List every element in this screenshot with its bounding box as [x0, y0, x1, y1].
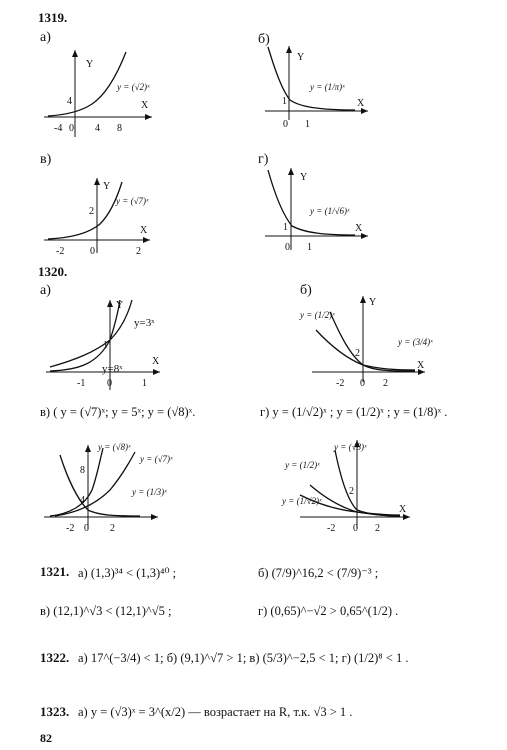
y-axis-label: Y — [103, 181, 111, 192]
x-tick: 0 — [107, 378, 112, 389]
function-label: y = (√7)ˣ — [116, 196, 149, 206]
y-tick: 8 — [80, 465, 85, 476]
function-label-third: y = (1/3)ˣ — [132, 487, 167, 497]
x-tick: -2 — [336, 378, 345, 389]
x-tick: 0 — [360, 378, 365, 389]
function-label-sqrt8: y = (√8)ˣ — [334, 442, 367, 452]
x-axis-label: X — [399, 504, 407, 515]
y-tick: 1 — [282, 96, 287, 107]
function-label-inv-sqrt2: y = (1/√2)ˣ — [282, 496, 322, 506]
function-label-8x: y=8ˣ — [102, 363, 123, 375]
x-axis-label: X — [355, 223, 363, 234]
problem-1319-number: 1319. — [38, 10, 68, 25]
text-1320v: в) ( y = (√7)ˣ; y = 5ˣ; y = (√8)ˣ. — [40, 405, 196, 419]
function-label-3x: y=3ˣ — [134, 317, 155, 329]
x-tick: 1 — [142, 378, 147, 389]
y-axis-label: Y — [86, 59, 94, 70]
x-axis-label: X — [417, 360, 425, 371]
x-tick: 1 — [305, 119, 310, 130]
text-1320g: г) y = (1/√2)ˣ ; y = (1/2)ˣ ; y = (1/8)ˣ . — [260, 405, 448, 419]
part-g-label: г) — [258, 152, 269, 167]
part-v-label: в) — [40, 152, 52, 167]
y-tick: 1 — [103, 340, 108, 351]
x-axis-label: X — [140, 225, 148, 236]
text-1321a: а) (1,3)³⁴ < (1,3)⁴⁰ ; — [78, 566, 177, 580]
x-tick: 2 — [136, 246, 141, 257]
function-label-three-quarters: y = (3/4)ˣ — [398, 337, 433, 347]
x-tick: -2 — [56, 246, 65, 257]
x-tick: 2 — [383, 378, 388, 389]
part-a-label: а) — [40, 283, 51, 298]
x-tick: 0 — [84, 523, 89, 534]
x-tick: 1 — [307, 242, 312, 253]
x-axis-label: X — [152, 356, 160, 367]
y-axis-label: Y — [369, 297, 377, 308]
x-tick: -4 — [54, 123, 63, 134]
text-1323: а) y = (√3)ˣ = 3^(x/2) — возрастает на R, т.к. √3 > 1 . — [78, 705, 353, 719]
y-tick: 2 — [349, 486, 354, 497]
y-tick: 2 — [89, 206, 94, 217]
y-axis-label: Y — [300, 172, 308, 183]
function-label-sqrt8: y = (√8)ˣ — [98, 442, 131, 452]
function-label: y = (√2)ˣ — [117, 82, 150, 92]
part-a-label: а) — [40, 30, 51, 45]
function-label-half: y = (1/2)ˣ — [300, 310, 335, 320]
x-tick: -1 — [77, 378, 86, 389]
part-b-label: б) — [300, 283, 312, 298]
function-label-sqrt7: y = (√7)ˣ — [140, 454, 173, 464]
x-tick: 0 — [283, 119, 288, 130]
y-tick: 1 — [283, 222, 288, 233]
x-tick: 0 — [90, 246, 95, 257]
y-tick: 4 — [67, 96, 72, 107]
part-b-label: б) — [258, 32, 270, 47]
x-tick: 2 — [110, 523, 115, 534]
page-number: 82 — [40, 731, 52, 745]
text-1321b: б) (7/9)^16,2 < (7/9)⁻³ ; — [258, 566, 379, 580]
problem-1322-number: 1322. — [40, 650, 70, 665]
x-tick: 4 — [95, 123, 100, 134]
problem-1320-number: 1320. — [38, 264, 68, 279]
x-tick: 0 — [285, 242, 290, 253]
x-tick: 0 — [69, 123, 74, 134]
x-tick: -2 — [66, 523, 75, 534]
x-axis-label: X — [357, 98, 365, 109]
problem-1323-number: 1323. — [40, 704, 70, 719]
x-tick: -2 — [327, 523, 336, 534]
y-axis-label: Y — [116, 300, 124, 311]
function-label-half: y = (1/2)ˣ — [285, 460, 320, 470]
function-label: y = (1/π)ˣ — [310, 82, 345, 92]
function-label: y = (1/√6)ˣ — [310, 206, 350, 216]
text-1322: а) 17^(−3/4) < 1; б) (9,1)^√7 > 1; в) (5/3)^−2,5 < 1; г) (1/2)⁸ < 1 . — [78, 651, 409, 665]
y-axis-label: Y — [297, 52, 305, 63]
x-tick: 8 — [117, 123, 122, 134]
problem-1321-number: 1321. — [40, 564, 70, 579]
y-tick: 2 — [355, 348, 360, 359]
text-1321g: г) (0,65)^−√2 > 0,65^(1/2) . — [258, 604, 399, 618]
x-tick: 0 — [353, 523, 358, 534]
x-axis-label: X — [141, 100, 149, 111]
text-1321v: в) (12,1)^√3 < (12,1)^√5 ; — [40, 604, 172, 618]
x-tick: 2 — [375, 523, 380, 534]
y-tick: 4 — [80, 495, 85, 506]
